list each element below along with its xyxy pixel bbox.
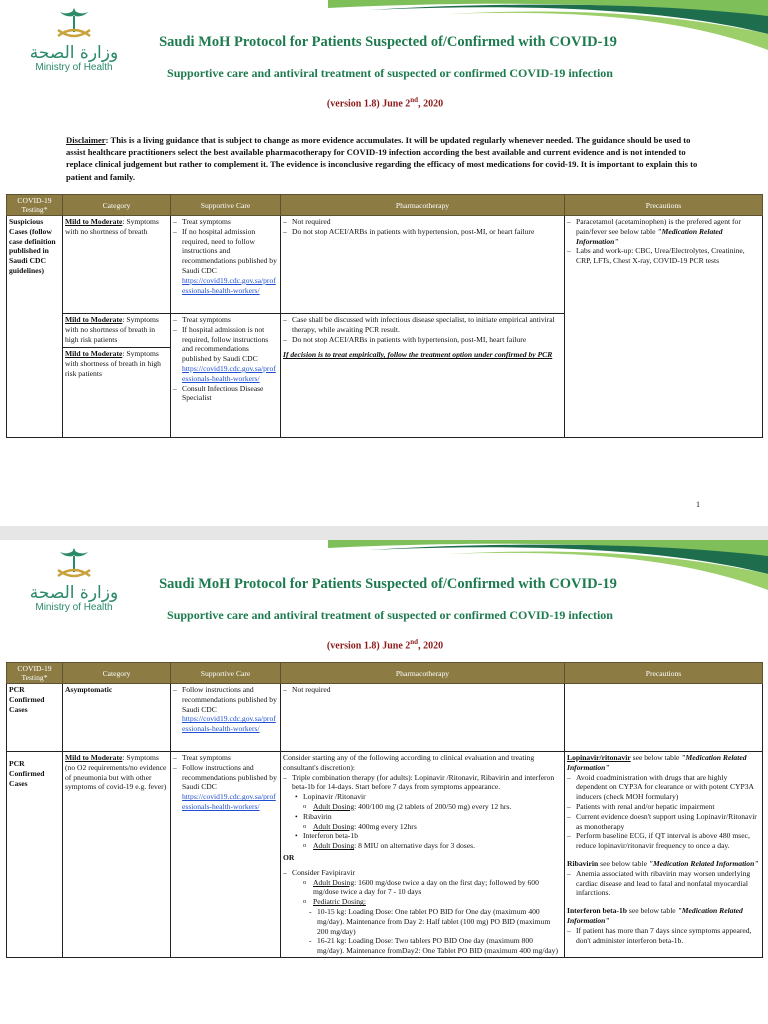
list-item: – Do not stop ACEI/ARBs in patients with hypertension, post-MI, or heart failure — [283, 227, 562, 237]
disclaimer-paragraph — [66, 134, 706, 183]
supportive-care-cell — [171, 752, 281, 958]
list-item: – Perform baseline ECG, if QT interval is above 480 msec, reduce lopinavir/ritonavir frequency to once a day. — [567, 831, 760, 851]
table-row — [7, 752, 763, 958]
list-item: – Avoid coadministration with drugs that are highly dependent on CYP3A for clearance or with potent CYP3A inducers (check MOH formulary) — [567, 773, 760, 802]
pharmacotherapy-cell — [281, 684, 565, 752]
page-gap — [0, 526, 768, 540]
header-swoosh-decoration — [328, 0, 768, 60]
protocol-table-page-2 — [6, 662, 763, 958]
precautions-cell: Lopinavir/ritonavir see below table "Medication Related Information" – Avoid coadministration with drugs that are highly dependent on CYP3A for clearance or with potent CYP3A inducers (check MOH formulary) – Patients with renal and/or hepatic impairment – Current evidence doesn't support using Lopinavir/Ritonavir as monotherapy – Perform baseline ECG, if QT interval is above 480 msec, reduce lopinavir/ritonavir frequency to once a day. Ribavirin see below table "Medication Related Information" – Anemia associated with ribavirin may worsen underlying cardiac disease and lead to fatal and nonfatal myocardial infarctions. Interferon beta-1b see below table "Medication Related Information" – If patient has more than 7 days since symptoms appeared, don't administer interferon beta-1b. — [565, 752, 763, 958]
supportive-care-cell — [171, 314, 281, 438]
category-label: Mild to Moderate — [65, 349, 123, 359]
document-version: (version 1.8) June 2nd, 2020 — [326, 638, 444, 652]
table-header-row — [7, 663, 763, 684]
page-number: 1 — [696, 500, 700, 509]
dose-item: o Adult Dosing: 1600 mg/dose twice a day on the first day; followed by 600 mg/dose twice a day for 7 - 10 days — [303, 878, 562, 898]
testing-pcr-confirmed: PCR Confirmed Cases — [7, 684, 63, 752]
pharma-intro: Consider starting any of the following according to clinical evaluation and treating consultant's discretion): — [283, 753, 535, 772]
list-item: – Follow instructions and recommendations published by Saudi CDC https://covid19.cdc.gov.sa/professionals-health-workers/ — [173, 685, 278, 734]
precautions-cell — [565, 684, 763, 752]
cdc-link[interactable]: https://covid19.cdc.gov.sa/professionals-health-workers/ — [182, 714, 276, 734]
table-row — [7, 216, 763, 314]
logo-english-text: Ministry of Health — [35, 602, 113, 613]
list-item: – Labs and work-up: CBC, Urea/Electrolytes, Creatinine, CRP, LFTs, Chest X-ray, COVID-19 PCR tests — [567, 246, 760, 266]
or-separator: OR — [283, 852, 295, 862]
list-item: – If no hospital admission required, need to follow instructions and recommendations published by Saudi CDC https://covid19.cdc.gov.sa/professionals-health-workers/ — [173, 227, 278, 296]
header-precautions: Precautions — [565, 195, 763, 216]
list-item: – If patient has more than 7 days since symptoms appeared, don't administer interferon beta-1b. — [567, 926, 760, 946]
logo-arabic-text: وزارة الصحة — [29, 583, 119, 603]
document-page-2 — [0, 540, 768, 1024]
list-item: – If hospital admission is not required, follow instructions and recommendations published by Saudi CDC https://covid19.cdc.gov.sa/professionals-health-workers/ — [173, 325, 278, 384]
cdc-link[interactable]: https://covid19.cdc.gov.sa/professionals-health-workers/ — [182, 275, 276, 295]
header-pharmacotherapy: Pharmacotherapy — [281, 663, 565, 684]
table-header-row — [7, 195, 763, 216]
list-item: – Treat symptoms — [173, 753, 278, 763]
cdc-link[interactable]: https://covid19.cdc.gov.sa/professionals-health-workers/ — [182, 363, 276, 383]
moh-logo — [24, 546, 124, 620]
category-cell — [63, 314, 171, 438]
list-item: – Treat symptoms — [173, 315, 278, 325]
header-testing: COVID-19 Testing* — [7, 195, 63, 216]
header-category: Category — [63, 195, 171, 216]
header-supportive-care: Supportive Care — [171, 195, 281, 216]
category-text: : Symptoms with shortness of breath in high risk patients — [65, 349, 161, 378]
table-row — [7, 684, 763, 752]
testing-pcr-confirmed: PCR Confirmed Cases — [7, 752, 63, 958]
header-precautions: Precautions — [565, 663, 763, 684]
header-supportive-care: Supportive Care — [171, 663, 281, 684]
dose-item: o Adult Dosing: 400/100 mg (2 tablets of 200/50 mg) every 12 hrs. — [303, 802, 562, 812]
dose-item: o Adult Dosing: 8 MIU on alternative days for 3 doses. — [303, 841, 562, 851]
logo-english-text: Ministry of Health — [35, 62, 113, 73]
category-text: : Symptoms with no shortness of breath in high risk patients — [65, 315, 159, 344]
supportive-care-cell — [171, 684, 281, 752]
list-item: – Treat symptoms — [173, 217, 278, 227]
header-pharmacotherapy: Pharmacotherapy — [281, 195, 565, 216]
protocol-table-page-1 — [6, 194, 763, 438]
empirical-treatment-note: If decision is to treat empirically, follow the treatment option under confirmed by PCR — [283, 350, 553, 360]
document-version: (version 1.8) June 2nd, 2020 — [326, 96, 444, 110]
category-cell — [63, 752, 171, 958]
category-text: : Symptoms (no O2 requirements/no evidence of pneumonia but with other symptoms of covid-19 e.g. fever) — [65, 753, 167, 792]
supportive-care-cell — [171, 216, 281, 314]
drug-item: • Lopinavir /Ritonavir — [295, 792, 562, 802]
category-label: Mild to Moderate — [65, 753, 123, 762]
list-item: – Triple combination therapy (for adults): Lopinavir /Ritonavir, Ribavirin and interferon beta-1b for 14-days. Start before 7 days from symptoms appearance. — [283, 773, 562, 793]
list-item: – Follow instructions and recommendations published by Saudi CDC https://covid19.cdc.gov.sa/professionals-health-workers/ — [173, 763, 278, 812]
list-item: – Not required — [283, 217, 562, 227]
list-item: – Consider Favipiravir — [283, 868, 562, 878]
list-item: – Current evidence doesn't support using Lopinavir/Ritonavir as monotherapy — [567, 812, 760, 832]
dose-item: o Adult Dosing: 400mg every 12hrs — [303, 822, 562, 832]
moh-logo — [24, 6, 124, 80]
palm-swords-icon — [52, 6, 96, 44]
precautions-cell — [565, 216, 763, 438]
cdc-link[interactable]: https://covid19.cdc.gov.sa/professionals-health-workers/ — [182, 792, 276, 811]
palm-swords-icon — [52, 546, 96, 584]
category-cell — [63, 216, 171, 314]
drug-item: • Ribavirin — [295, 812, 562, 822]
list-item: – Patients with renal and/or hepatic impairment — [567, 802, 760, 812]
pharmacotherapy-cell — [281, 216, 565, 314]
dose-item: - 10-15 kg: Loading Dose: One tablet PO BID for One day (maximum 400 mg/day). Maintenance from Day 2: Half tablet (100 mg) PO BID (maximum 200 mg/day) — [309, 907, 562, 936]
dose-item: - 16-21 kg: Loading Dose: Two tablers PO BID One day (maximum 800 mg/day). Maintenance fromDay2: One Tablet PO BID (maximum 400 mg/day) — [309, 936, 562, 956]
logo-arabic-text: وزارة الصحة — [29, 43, 119, 63]
category-text: : Symptoms with no shortness of breath — [65, 217, 159, 236]
category-asymptomatic: Asymptomatic — [63, 684, 171, 752]
disclaimer-text: : This is a living guidance that is subject to change as more evidence accumulates. It will be updated regularly whenever needed. The guidance should be used to assist healthcare practitioners select the best available pharmacotherapy for COVID-19 infection according the best available and current evidence and is not intended to replace clinical judgement but rather to complement it. The evidence is inconclusive regarding the efficacy of most medications for covid-19. It is important to explain this to patient and family. — [66, 135, 698, 182]
document-subtitle: Supportive care and antiviral treatment of suspected or confirmed COVID-19 infection — [167, 66, 613, 80]
header-category: Category — [63, 663, 171, 684]
document-title: Saudi MoH Protocol for Patients Suspected of/Confirmed with COVID-19 — [159, 34, 617, 50]
dose-item: o Pediatric Dosing: — [303, 897, 562, 907]
list-item: – Not required — [283, 685, 562, 695]
list-item: – Paracetamol (acetaminophen) is the prefered agent for pain/fever see below table "Medication Related Information" — [567, 217, 760, 246]
header-testing: COVID-19 Testing* — [7, 663, 63, 684]
category-label: Mild to Moderate — [65, 217, 123, 226]
testing-suspicious-cases: Suspicious Cases (follow case definition published in Saudi CDC guidelines) — [7, 216, 63, 438]
disclaimer-label: Disclaimer — [66, 135, 106, 145]
document-title: Saudi MoH Protocol for Patients Suspected of/Confirmed with COVID-19 — [159, 576, 617, 592]
pharmacotherapy-cell — [281, 752, 565, 958]
drug-item: • Interferon beta-1b — [295, 831, 562, 841]
list-item: – Do not stop ACEI/ARBs in patients with hypertension, post-MI, heart failure — [283, 335, 562, 345]
list-item: – Anemia associated with ribavirin may worsen underlying cardiac disease and lead to fatal and nonfatal myocardial infarctions. — [567, 869, 760, 898]
pharmacotherapy-cell — [281, 314, 565, 438]
list-item: – Consult Infectious Disease Specialist — [173, 384, 278, 404]
list-item: – Case shall be discussed with infectious disease specialist, to initiate empirical antiviral therapy, while awaiting PCR result. — [283, 315, 562, 335]
category-label: Mild to Moderate — [65, 315, 123, 324]
document-subtitle: Supportive care and antiviral treatment of suspected or confirmed COVID-19 infection — [167, 608, 613, 622]
